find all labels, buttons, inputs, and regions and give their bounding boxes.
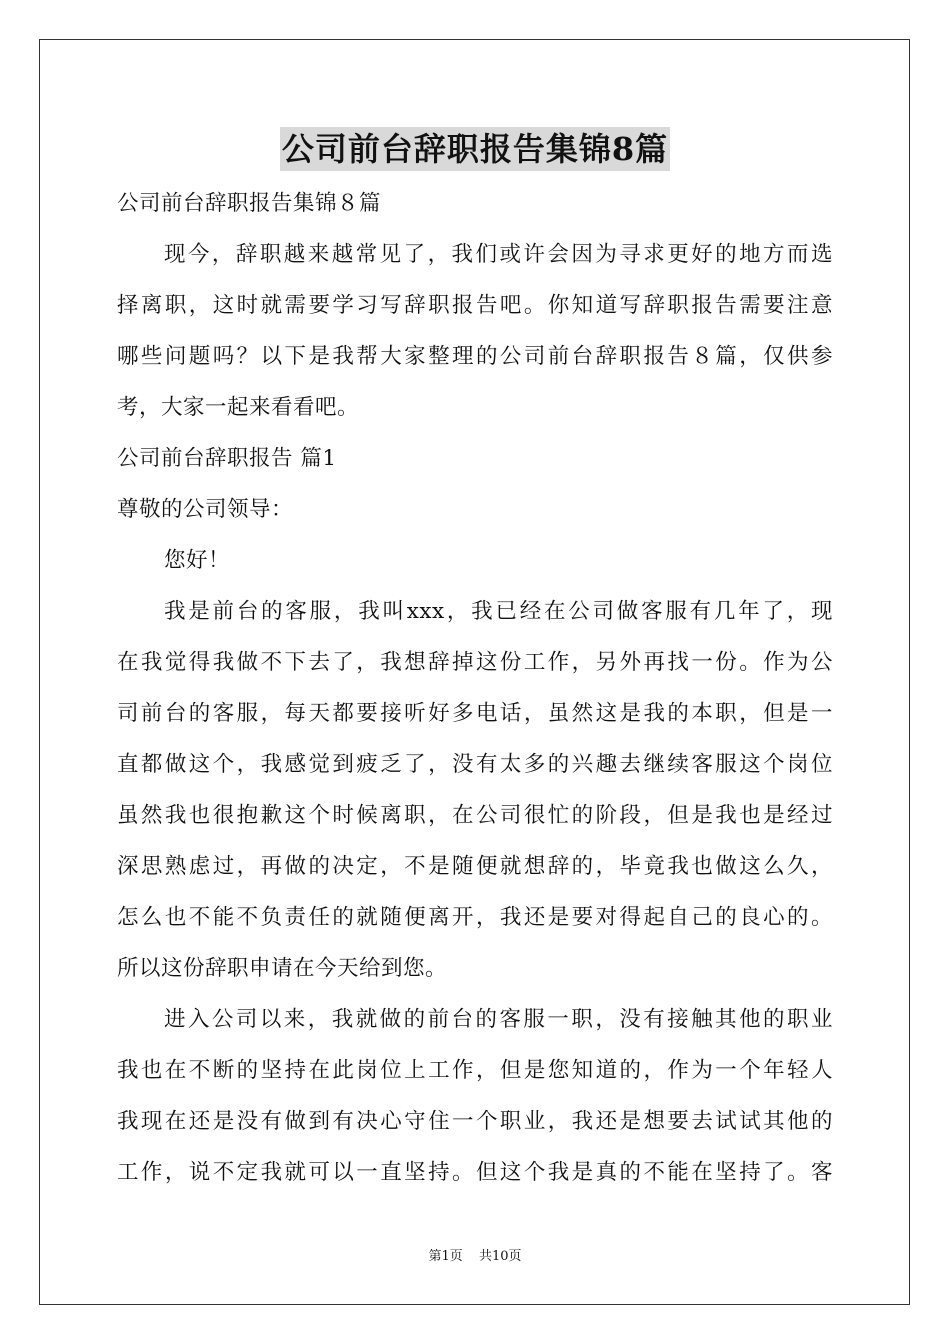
text-line: 深思熟虑过，再做的决定，不是随便就想辞的，毕竟我也做这么久， [117,854,833,879]
text-line: 司前台的客服，每天都要接听好多电话，虽然这是我的本职，但是一 [117,701,833,726]
text-line: 择离职，这时就需要学习写辞职报告吧。你知道写辞职报告需要注意 [117,293,833,318]
text-line: 我也在不断的坚持在此岗位上工作，但是您知道的，作为一个年轻人 [117,1058,833,1083]
text-line: 怎么也不能不负责任的就随便离开，我还是要对得起自己的良心的。 [117,905,833,930]
text-line: 现今，辞职越来越常见了，我们或许会因为寻求更好的地方而选 [164,242,833,267]
text-line: 哪些问题吗？以下是我帮大家整理的公司前台辞职报告８篇，仅供参 [117,344,833,369]
text-line: 进入公司以来，我就做的前台的客服一职，没有接触其他的职业 [164,1007,833,1032]
text-line: 公司前台辞职报告集锦８篇 [117,191,382,216]
title-container [0,127,950,171]
document-body [117,178,833,1198]
text-line: 您好！ [164,548,231,573]
text-line: 公司前台辞职报告 篇1 [117,446,337,471]
text-line: 我是前台的客服，我叫xxx，我已经在公司做客服有几年了，现 [164,599,833,624]
page-number: 第1页 [428,1249,463,1264]
page-total: 共10页 [478,1249,522,1264]
page-footer [0,1248,950,1266]
text-line: 在我觉得我做不下去了，我想辞掉这份工作，另外再找一份。作为公 [117,650,833,675]
text-line: 尊敬的公司领导： [117,497,294,522]
text-line: 考，大家一起来看看吧。 [117,395,360,420]
text-line: 工作，说不定我就可以一直坚持。但这个我是真的不能在坚持了。客 [117,1160,833,1185]
text-line: 所以这份辞职申请在今天给到您。 [117,956,448,981]
document-title: 公司前台辞职报告集锦8篇 [280,127,670,171]
text-line: 我现在还是没有做到有决心守住一个职业，我还是想要去试试其他的 [117,1109,833,1134]
text-line: 虽然我也很抱歉这个时候离职，在公司很忙的阶段，但是我也是经过 [117,803,833,828]
text-line: 直都做这个，我感觉到疲乏了，没有太多的兴趣去继续客服这个岗位 [117,752,833,777]
